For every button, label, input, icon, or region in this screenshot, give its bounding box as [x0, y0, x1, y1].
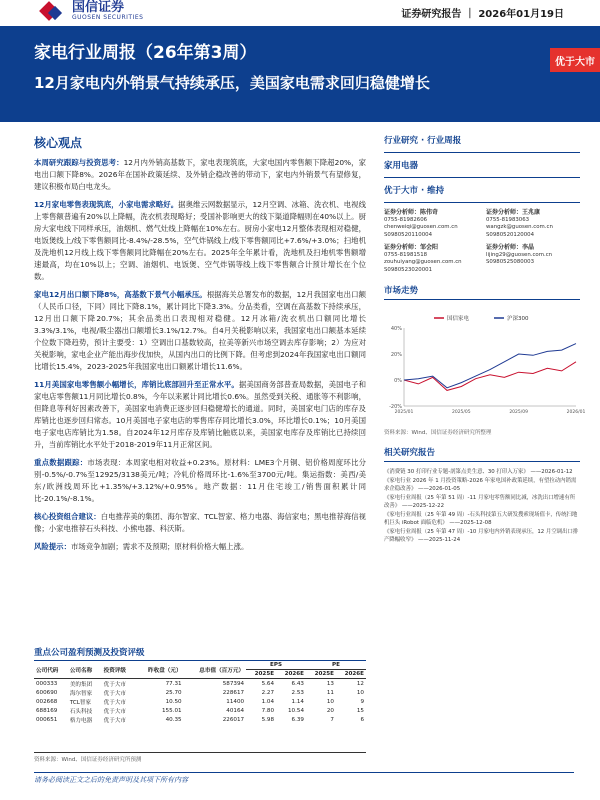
- table-cell: 688169: [36, 707, 58, 714]
- top-bar: [0, 0, 600, 26]
- paragraph-heading: 核心投资组合建议：: [34, 512, 101, 521]
- table-cell: 优于大市: [103, 717, 127, 724]
- table-cell: 优于大市: [103, 699, 127, 706]
- table-cell: 7: [330, 716, 334, 723]
- paragraph-text: 市场竞争加剧；需求不及预期；原材料价格大幅上涨。: [70, 542, 249, 551]
- table-cell: 6: [360, 716, 364, 723]
- paragraph-text: 据美国商务部普查局数据，美国电子和家电店零售额11月同比增长0.8%，今年以来累计同比增长0.6%。虽然受到关税、通胀等不利影响，但降息等利好因素改善下，美国家电消费正逐步回归稳健增长的通道。同时，美国家电门店的库存及库销比也逐步回归常态。10月美国电子家电店的零售库存同比增长3.0%，环比增长0.1%；10月美国电子家电店库销比为1.58。自2024年12月库存及库销比触底以来，美国家电库存及库销比已持续回升，当前库销比水平处于2018-2019年11月正常区间。: [34, 380, 366, 449]
- analyst-card: [384, 244, 478, 274]
- related-item[interactable]: 《家电行业周报（25 年第 49 周）-石头科技第五大研发搜索现场值卡，传统扫地机巨头 iRobot 面临危机》 ——2025-12-08: [384, 512, 578, 526]
- table-cell: 587394: [222, 680, 245, 687]
- y-tick-label: 0%: [394, 378, 402, 384]
- paragraph-text: 白电推荐美的集团、海尔智家、TCL智家、格力电器、海信家电；黑电推荐海信视像；小家电推荐石头科技、小熊电器、科沃斯。: [34, 512, 366, 533]
- related-item[interactable]: 《家电行业周报（25 年第 51 周）-11 月家电零售额同比减，冰洗出口增速有所改善》 ——2025-12-22: [384, 495, 576, 509]
- analyst-email[interactable]: wangzk@guosen.com.cn: [486, 224, 553, 230]
- table-cell: 5.98: [261, 716, 275, 723]
- table-cell: 77.31: [165, 680, 182, 687]
- analyst-name: 证券分析师：陈伟奇: [384, 209, 439, 216]
- rating-line: 优于大市 · 维持: [384, 186, 445, 196]
- chart-title: 市场走势: [384, 286, 419, 296]
- table-cell: 226017: [222, 716, 245, 723]
- table-cell: 155.01: [162, 707, 182, 714]
- y-tick-label: -20%: [389, 404, 402, 410]
- table-cell: 25.70: [165, 689, 182, 696]
- table-group-header-eps: EPS: [246, 661, 306, 670]
- table-cell: 10.54: [287, 707, 304, 714]
- table-cell: 11400: [226, 698, 245, 705]
- paragraph: [34, 457, 366, 505]
- table-row: [34, 679, 366, 689]
- y-tick-label: 40%: [390, 326, 402, 332]
- report-subtitle: 12月家电内外销景气持续承压，美国家电需求回归稳健增长: [34, 74, 430, 92]
- series-line: [404, 362, 576, 391]
- paragraph: [34, 157, 366, 193]
- core-viewpoints: [34, 128, 366, 559]
- table-row: [34, 697, 366, 706]
- analyst-card: [384, 209, 478, 239]
- x-tick-label: 2025/01: [394, 410, 414, 415]
- table-cell: 10: [356, 689, 364, 696]
- paragraph: [34, 199, 366, 283]
- market-trend-chart: [384, 310, 586, 422]
- table-title: 重点公司盈利预测及投资评级: [34, 648, 145, 658]
- analyst-name: 证券分析师：王兆康: [486, 209, 541, 216]
- table-header: 公司代码: [34, 661, 68, 679]
- table-cell: 优于大市: [103, 681, 127, 688]
- table-group-header-pe: PE: [306, 661, 366, 670]
- table-header: 2025E: [306, 670, 336, 679]
- analyst-cert: S0980520120004: [486, 231, 535, 238]
- paragraph: [34, 541, 366, 553]
- divider: [384, 299, 580, 300]
- company-logo: [40, 0, 143, 22]
- sector-label: 家用电器: [384, 161, 419, 171]
- analyst-list: [384, 209, 580, 274]
- chart-source: 资料来源：Wind、国信证券经济研究所整理: [384, 430, 492, 436]
- related-item[interactable]: 《消费链 30 打印行业专题-剖第点美生意、30 打印入万家》 ——2026-01-12: [384, 469, 573, 475]
- paragraph: [34, 289, 366, 373]
- analyst-phone: 0755-81981518: [384, 251, 428, 258]
- table-cell: 7.80: [261, 707, 275, 714]
- analyst-cert: S0980523020001: [384, 266, 433, 273]
- table-cell: 000651: [36, 716, 58, 723]
- analyst-phone: 0755-81982606: [384, 216, 428, 223]
- table-header: 2025E: [246, 670, 276, 679]
- table-cell: 10: [326, 698, 334, 705]
- x-tick-label: 2025/09: [509, 410, 529, 415]
- x-tick-label: 2026/01: [566, 410, 586, 415]
- table-cell: 600690: [36, 689, 58, 696]
- analyst-email[interactable]: zouhuiyang@guosen.com.cn: [384, 259, 462, 265]
- table-cell: 5.64: [261, 680, 275, 687]
- table-header: 2026E: [336, 670, 366, 679]
- industry-label: 行业研究 · 行业周报: [384, 136, 462, 146]
- table-cell: 海尔智家: [69, 690, 93, 697]
- table-cell: 6.39: [291, 716, 304, 723]
- table-cell: 优于大市: [103, 708, 127, 715]
- table-cell: 2.53: [291, 689, 304, 696]
- series-line: [404, 344, 576, 388]
- table-source: 资料来源：Wind、国信证券经济研究所预测: [34, 752, 366, 763]
- table-cell: 优于大市: [103, 690, 127, 697]
- paragraph-heading: 12月家电零售表现筑底，小家电需求略好。: [34, 200, 179, 209]
- x-tick-label: 2025/05: [451, 410, 471, 415]
- table-cell: 美的集团: [69, 681, 93, 688]
- table-cell: 12: [356, 680, 364, 687]
- analyst-email[interactable]: lijing29@guosen.com.cn: [486, 251, 553, 258]
- logo-name-cn: 国信证券: [72, 0, 125, 15]
- analyst-email[interactable]: chenweiqi@guosen.com.cn: [384, 224, 458, 230]
- table-cell: 10.50: [165, 698, 182, 705]
- analyst-card: [486, 244, 580, 274]
- rating-badge: 优于大市: [550, 48, 600, 72]
- divider: [384, 461, 580, 462]
- divider: [384, 177, 580, 178]
- analyst-phone: 0755-81983063: [486, 216, 530, 223]
- disclaimer-footer: 请务必阅读正文之后的免责声明及其项下所有内容: [34, 772, 574, 785]
- table-cell: 40.35: [165, 716, 182, 723]
- table-cell: 228617: [222, 689, 245, 696]
- table-cell: 9: [360, 698, 364, 705]
- paragraph-heading: 重点数据跟踪：: [34, 458, 88, 467]
- table-cell: TCL智家: [69, 699, 92, 706]
- table-header: 投资评级: [102, 661, 136, 679]
- table-cell: 11: [326, 689, 334, 696]
- paragraph-text: 市场表现：本周家电相对收益+0.23%。原材料：LME3个月铜、铝价格周度环比分别-0.5%/-0.7%至12925/3138美元/吨；冷轧价格周环比-1.6%至3700元/吨。集运指数：美西/美东/欧洲线周环比+1.35%/+3.12%/+0.95%。地产数据：11月住宅竣工/销售面积累计同比-20.1%/-8.1%。: [34, 458, 366, 503]
- divider: [384, 202, 580, 203]
- analyst-name: 证券分析师：邹会阳: [384, 244, 439, 251]
- related-item[interactable]: 《家电行业 2026 年 1 月投资策略-2026 年家电国补政策延续，有望拉动内销需求企稳改善》 ——2026-01-05: [384, 478, 577, 492]
- table-header: 公司名称: [68, 661, 102, 679]
- legend-label: 沪深300: [507, 316, 529, 322]
- table-cell: 1.14: [291, 698, 304, 705]
- analyst-cert: S0980520110004: [384, 231, 433, 238]
- table-header: 2026E: [276, 670, 306, 679]
- analyst-name: 证券分析师：李晶: [486, 244, 535, 251]
- related-list: [384, 468, 580, 544]
- paragraph-heading: 本周研究跟踪与投资思考：: [34, 158, 124, 167]
- paragraph: [34, 511, 366, 535]
- table-cell: 002668: [36, 698, 58, 705]
- table-cell: 40164: [226, 707, 245, 714]
- paragraph-heading: 家电12月出口额下降8%，高基数下景气小幅承压。: [34, 290, 207, 299]
- table-cell: 2.27: [261, 689, 275, 696]
- table-header: 昨收盘（元）: [135, 661, 183, 679]
- y-tick-label: 20%: [390, 352, 402, 358]
- forecast-table: [34, 660, 366, 724]
- paragraph: [34, 379, 366, 451]
- report-title: 家电行业周报（26年第3周）: [34, 43, 257, 63]
- paragraph-heading: 11月美国家电零售额小幅增长，库销比底部回升至正常水平。: [34, 380, 239, 389]
- analyst-card: [486, 209, 580, 239]
- table-cell: 石头科技: [69, 708, 93, 715]
- legend-label: 国信家电: [447, 316, 470, 322]
- paragraph-text: 根据海关总署发布的数据，12月我国家电出口额（人民币口径，下同）同比下降8.1%，累计同比下降3.3%。分品类看，空调在高基数下持续承压，12月出口额下降20.7%；其余品类出口表现相对稳健。12月冰箱/洗衣机出口额同比增长3.3%/3.1%，电视/吸尘器出口额增长3.1%/12.7%。自4月关税影响以来，我国家电出口额基本延续个位数下降趋势，预计主要受：1）空调出口基数较高，拉美等新兴市场空调去库存影响；2）为应对关税影响，家电企业产能出海步伐加快，从国内出口的比例下降。但考虑到2024年我国家电出口额同比增长15.4%，2023-2025年我国家电出口额累计增长11.6%。: [34, 290, 366, 371]
- paragraph-text: 12月内外销高基数下，家电表现筑底，大家电国内零售额下降超20%，家电出口额下降8%。2026年在国补政策延续、及外销企稳改善的带动下，家电内外销景气有望修复，建议积极布局白电龙头。: [34, 158, 366, 191]
- divider: [384, 152, 580, 153]
- table-header: 总市值（百万元）: [184, 661, 246, 679]
- table-row: [34, 706, 366, 715]
- paragraph-heading: 风险提示：: [34, 542, 71, 551]
- table-cell: 000333: [36, 680, 58, 687]
- report-date-tag: 证券研究报告 ｜ 2026年01月19日: [401, 9, 564, 20]
- paragraph-text: 据奥维云网数据显示，12月空调、冰箱、洗衣机、电视线上零售额普遍有20%以上降幅，洗衣机表现略好；受国补影响更大的线下渠道降幅则在40%以上。厨房大家电线下同样承压，油烟机、燃气灶线上降幅在10%左右。厨房小家电12月整体表现相对稳健，电饭煲线上/线下零售额同比-8.4%/-28.5%，空气炸锅线上/线下零售额同比+7.6%/+3.0%；扫地机及洗地机12月线上线下零售额同比降幅在20%左右。2025年全年累计看，洗地机及扫地机零售额增速最高，均在10%以上；空调、油烟机、电饭煲、空气炸锅等线上线下零售额合计预计增长在个位数。: [34, 200, 366, 281]
- table-cell: 20: [326, 707, 334, 714]
- core-title: 核心观点: [34, 136, 83, 150]
- sidebar: [384, 134, 586, 545]
- table-cell: 格力电器: [69, 717, 93, 724]
- table-cell: 6.43: [291, 680, 304, 687]
- related-item[interactable]: 《家电行业周报（25 年第 47 周）-10 月家电内外销表现承压，12 月空调出口排产降幅收窄》 ——2025-11-24: [384, 529, 579, 543]
- table-cell: 1.04: [261, 698, 275, 705]
- table-row: [34, 715, 366, 724]
- table-cell: 13: [326, 680, 334, 687]
- analyst-cert: S0980525080003: [486, 259, 535, 265]
- logo-name-en: GUOSEN SECURITIES: [72, 14, 144, 21]
- table-row: [34, 688, 366, 697]
- table-cell: 15: [356, 707, 364, 714]
- related-title: 相关研究报告: [384, 448, 436, 458]
- logo-mark-icon: [40, 0, 66, 22]
